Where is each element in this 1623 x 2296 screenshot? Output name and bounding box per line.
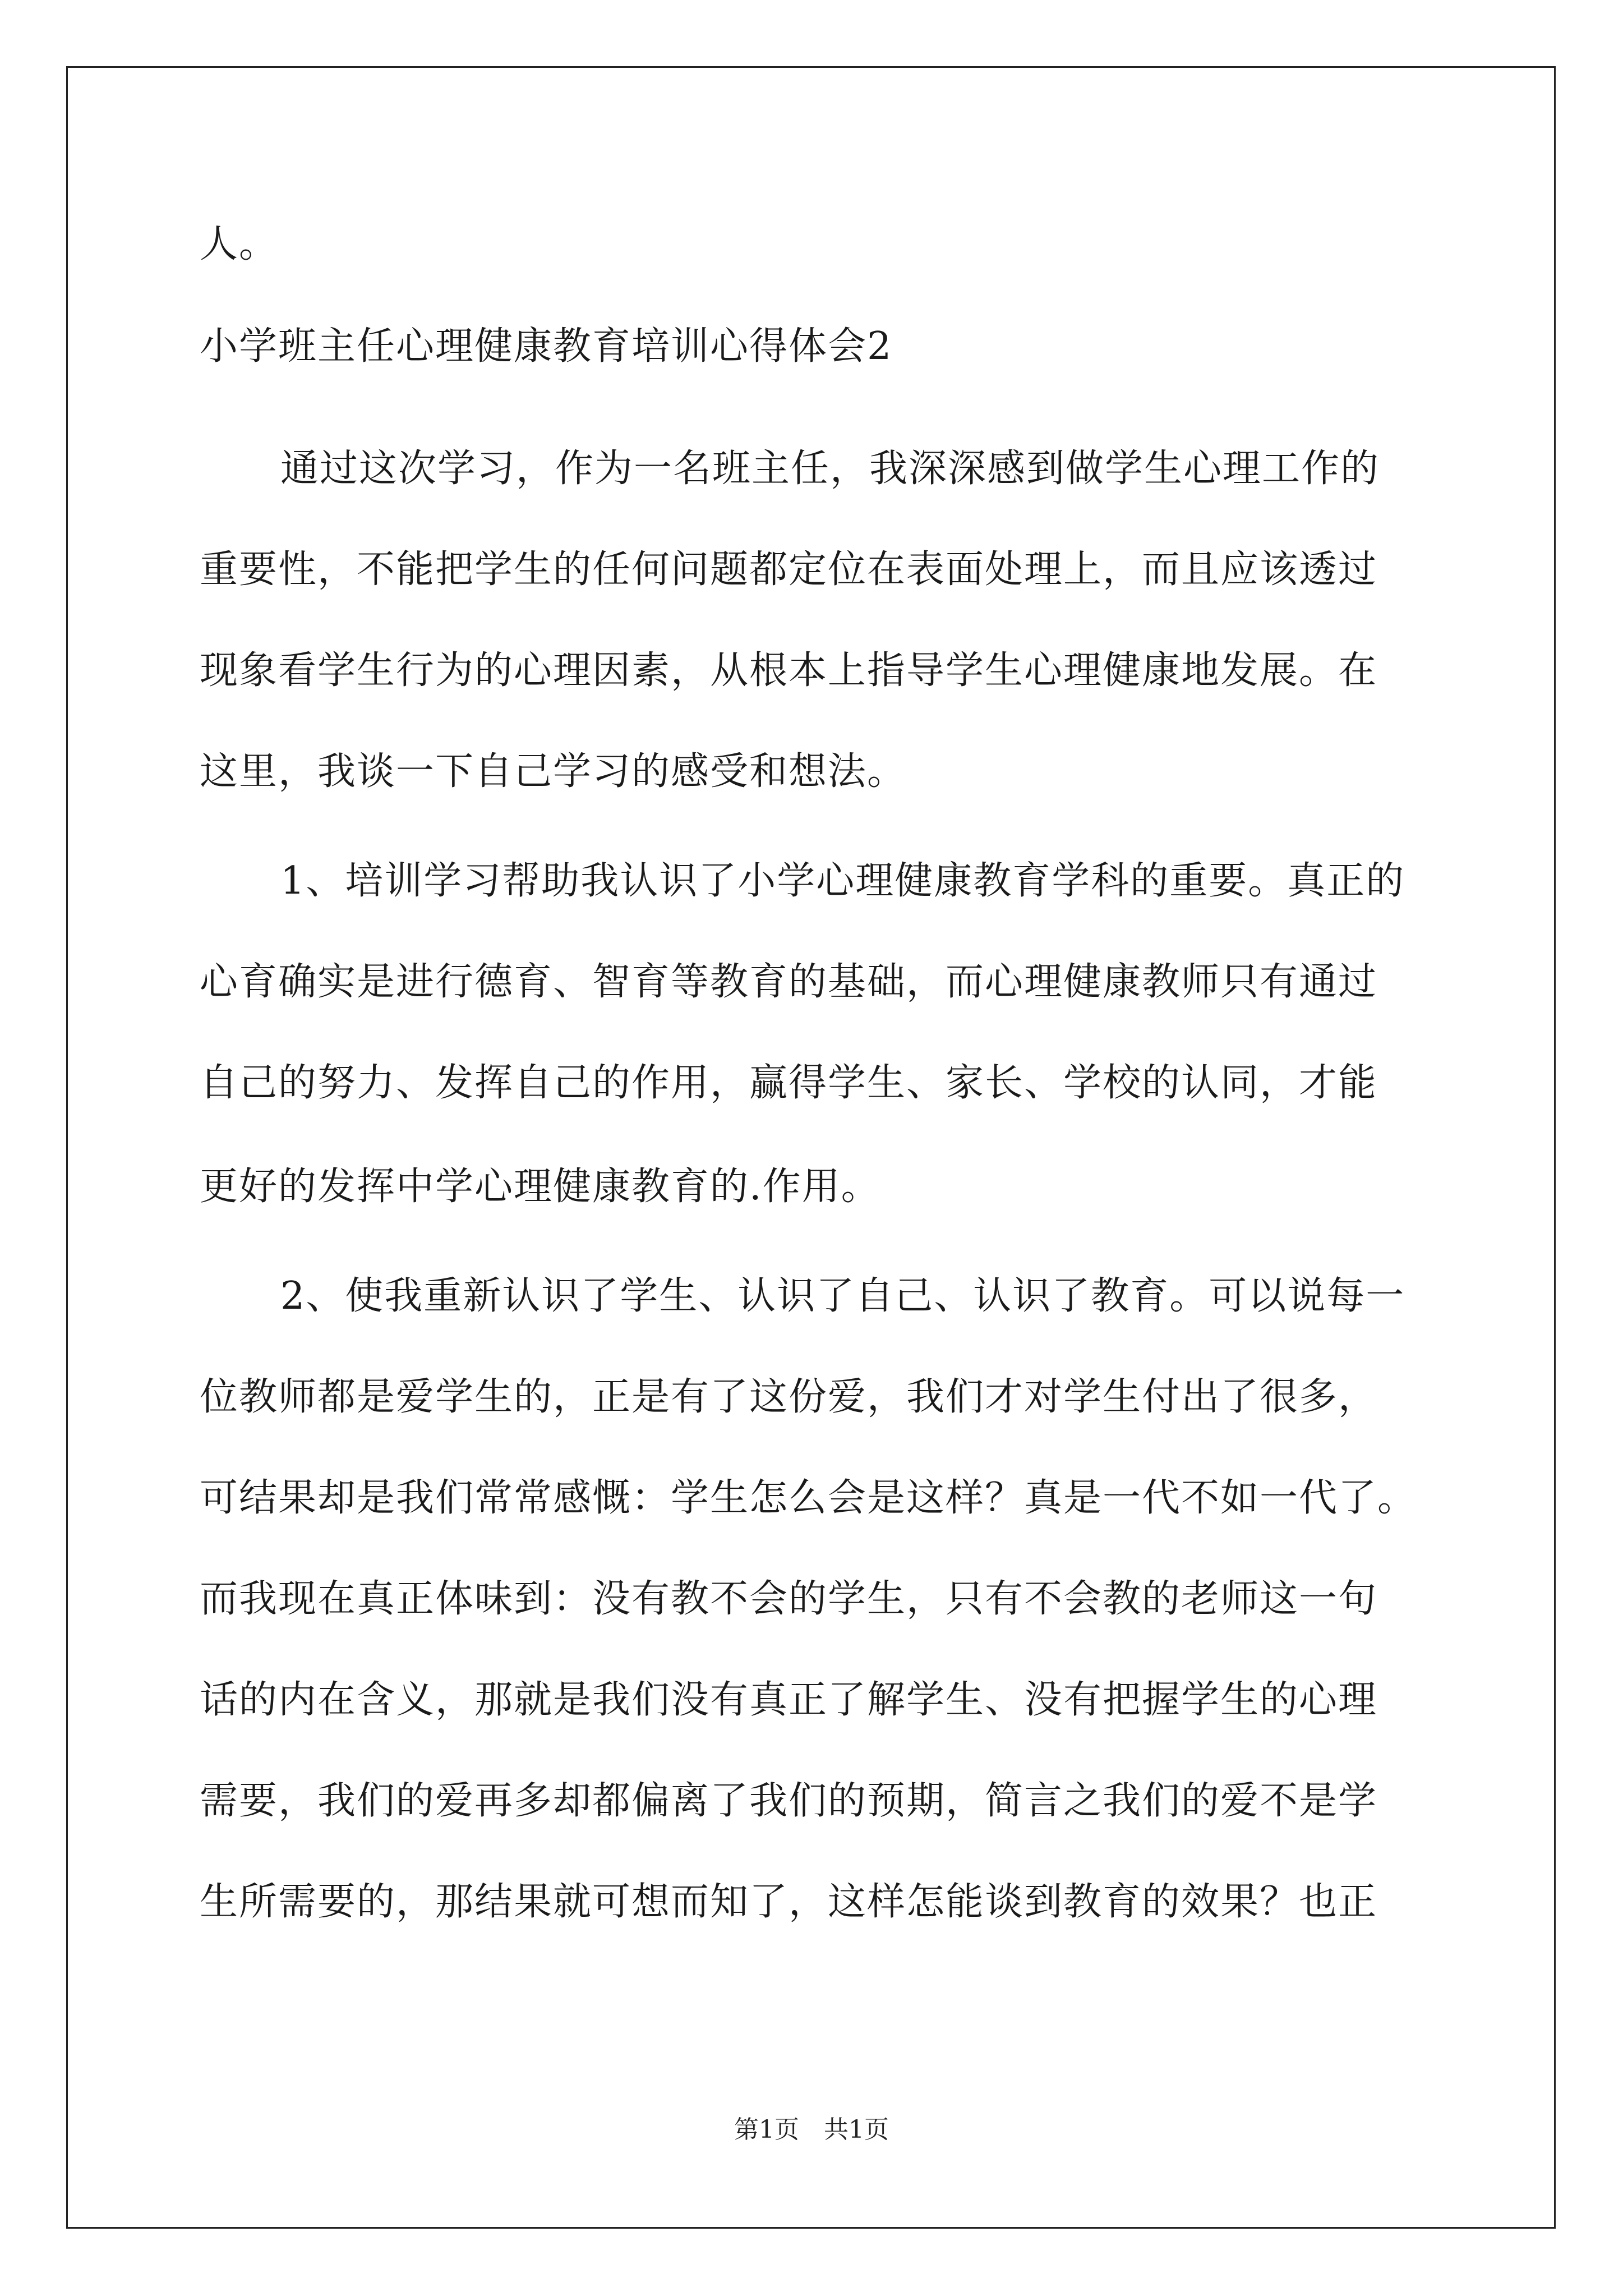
text-line: 通过这次学习，作为一名班主任，我深深感到做学生心理工作的 bbox=[280, 447, 1380, 491]
text-line: 现象看学生行为的心理因素，从根本上指导学生心理健康地发展。在 bbox=[200, 648, 1378, 693]
text-line: 而我现在真正体味到：没有教不会的学生，只有不会教的老师这一句 bbox=[200, 1577, 1378, 1621]
text-line: 2、使我重新认识了学生、认识了自己、认识了教育。可以说每一 bbox=[280, 1274, 1405, 1318]
text-line: 自己的努力、发挥自己的作用，赢得学生、家长、学校的认同，才能 bbox=[200, 1061, 1378, 1105]
text-line: 需要，我们的爱再多却都偏离了我们的预期，简言之我们的爱不是学 bbox=[200, 1779, 1378, 1823]
text-line: 话的内在含义，那就是我们没有真正了解学生、没有把握学生的心理 bbox=[200, 1678, 1378, 1722]
page-footer: 第1页 共1页 bbox=[734, 2115, 889, 2144]
text-line: 1、培训学习帮助我认识了小学心理健康教育学科的重要。真正的 bbox=[280, 859, 1405, 903]
text-line: 更好的发挥中学心理健康教育的.作用。 bbox=[200, 1165, 880, 1209]
text-line: 这里，我谈一下自己学习的感受和想法。 bbox=[200, 749, 907, 794]
text-line-continuation: 人。 bbox=[200, 222, 279, 266]
text-line: 可结果却是我们常常感慨：学生怎么会是这样？真是一代不如一代了。 bbox=[200, 1476, 1417, 1520]
section-heading: 小学班主任心理健康教育培训心得体会2 bbox=[200, 324, 893, 369]
text-line: 重要性，不能把学生的任何问题都定位在表面处理上，而且应该透过 bbox=[200, 547, 1378, 592]
text-line: 心育确实是进行德育、智育等教育的基础，而心理健康教师只有通过 bbox=[200, 960, 1378, 1004]
text-line: 生所需要的，那结果就可想而知了，这样怎能谈到教育的效果？也正 bbox=[200, 1880, 1378, 1924]
text-line: 位教师都是爱学生的，正是有了这份爱，我们才对学生付出了很多， bbox=[200, 1375, 1378, 1419]
